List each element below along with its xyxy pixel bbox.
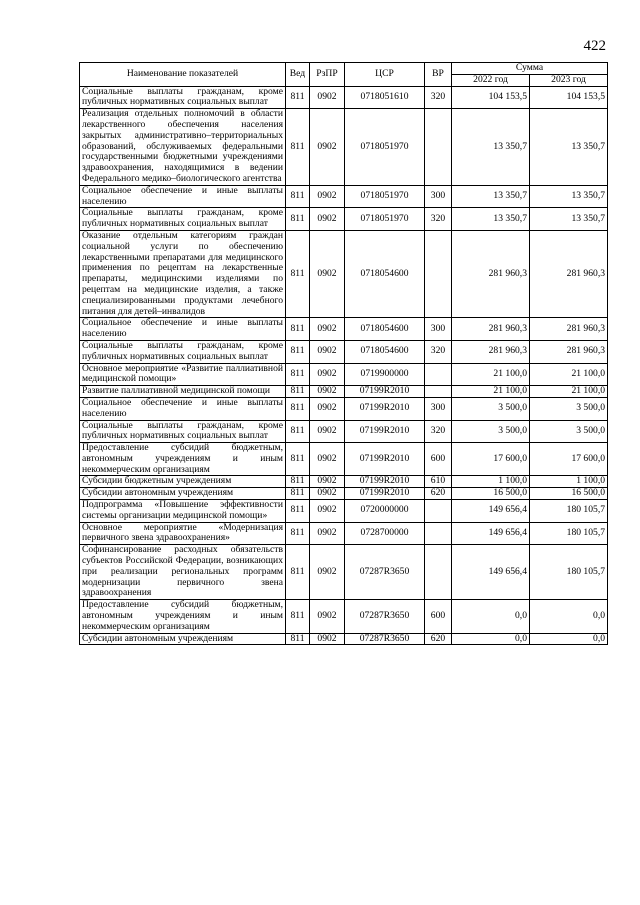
row-amount-2023: 13 350,7 [530,109,608,186]
row-rzpr: 0902 [310,230,345,317]
row-amount-2022: 21 100,0 [452,386,530,398]
row-ved: 811 [286,476,310,488]
row-rzpr: 0902 [310,420,345,443]
row-ved: 811 [286,86,310,109]
row-amount-2022: 3 500,0 [452,397,530,420]
row-amount-2023: 13 350,7 [530,185,608,208]
row-vr [425,500,452,523]
row-amount-2023: 21 100,0 [530,363,608,386]
row-rzpr: 0902 [310,86,345,109]
row-amount-2023: 180 105,7 [530,500,608,523]
row-vr: 320 [425,340,452,363]
row-vr [425,230,452,317]
row-rzpr: 0902 [310,208,345,231]
row-vr: 620 [425,488,452,500]
row-amount-2022: 16 500,0 [452,488,530,500]
row-ved: 811 [286,185,310,208]
row-csr: 07287R3650 [345,633,425,645]
row-ved: 811 [286,208,310,231]
row-ved: 811 [286,109,310,186]
row-name: Социальное обеспечение и иные выплаты населению [80,185,286,208]
row-csr: 0720000000 [345,500,425,523]
row-rzpr: 0902 [310,363,345,386]
row-csr: 07199R2010 [345,386,425,398]
row-vr [425,363,452,386]
row-rzpr: 0902 [310,185,345,208]
row-csr: 07199R2010 [345,420,425,443]
row-vr: 300 [425,397,452,420]
budget-table [79,62,608,645]
header-sum: Сумма [452,63,608,75]
table-row [80,363,608,386]
row-vr [425,109,452,186]
row-vr: 300 [425,318,452,341]
row-csr: 07199R2010 [345,476,425,488]
row-amount-2023: 16 500,0 [530,488,608,500]
header-year-2022: 2022 год [452,74,530,86]
row-name: Предоставление субсидий бюджетным, автономным учреждениям и иным некоммерческим организациям [80,443,286,476]
row-amount-2023: 180 105,7 [530,522,608,545]
table-row [80,633,608,645]
row-ved: 811 [286,230,310,317]
row-name: Социальное обеспечение и иные выплаты населению [80,397,286,420]
row-name: Социальные выплаты гражданам, кроме публичных нормативных социальных выплат [80,420,286,443]
row-amount-2023: 180 105,7 [530,545,608,600]
row-ved: 811 [286,488,310,500]
row-name: Социальные выплаты гражданам, кроме публичных нормативных социальных выплат [80,340,286,363]
row-amount-2022: 13 350,7 [452,109,530,186]
row-ved: 811 [286,443,310,476]
row-amount-2022: 13 350,7 [452,185,530,208]
row-amount-2023: 281 960,3 [530,318,608,341]
row-ved: 811 [286,397,310,420]
header-year-2023: 2023 год [530,74,608,86]
row-amount-2023: 13 350,7 [530,208,608,231]
page-number: 422 [583,38,606,54]
table-row [80,488,608,500]
row-ved: 811 [286,500,310,523]
row-csr: 0718051970 [345,109,425,186]
row-vr: 610 [425,476,452,488]
row-amount-2022: 281 960,3 [452,230,530,317]
header-rzpr: РзПР [310,63,345,87]
row-amount-2022: 281 960,3 [452,340,530,363]
row-ved: 811 [286,633,310,645]
table-row [80,397,608,420]
row-name: Софинансирование расходных обязательств субъектов Российской Федерации, возникающих при реализации региональных программ модернизации первичного звена здравоохранения [80,545,286,600]
table-row [80,420,608,443]
row-rzpr: 0902 [310,500,345,523]
row-rzpr: 0902 [310,318,345,341]
row-csr: 07199R2010 [345,488,425,500]
row-vr [425,386,452,398]
row-amount-2023: 281 960,3 [530,230,608,317]
table-row [80,500,608,523]
row-csr: 07199R2010 [345,397,425,420]
row-ved: 811 [286,545,310,600]
row-vr: 320 [425,208,452,231]
row-name: Основное мероприятие «Развитие паллиативной медицинской помощи» [80,363,286,386]
table-row [80,185,608,208]
table-row [80,109,608,186]
row-rzpr: 0902 [310,386,345,398]
row-csr: 07287R3650 [345,545,425,600]
row-amount-2022: 0,0 [452,633,530,645]
row-ved: 811 [286,318,310,341]
row-amount-2023: 281 960,3 [530,340,608,363]
table-row [80,476,608,488]
row-name: Субсидии автономным учреждениям [80,633,286,645]
row-rzpr: 0902 [310,600,345,633]
header-vr: ВР [425,63,452,87]
row-rzpr: 0902 [310,443,345,476]
header-csr: ЦСР [345,63,425,87]
header-ved: Вед [286,63,310,87]
row-name: Развитие паллиативной медицинской помощи [80,386,286,398]
header-name: Наименование показателей [80,63,286,87]
row-csr: 0718054600 [345,230,425,317]
table-row [80,386,608,398]
row-ved: 811 [286,600,310,633]
row-csr: 0718054600 [345,318,425,341]
table-body [80,86,608,645]
row-amount-2022: 17 600,0 [452,443,530,476]
row-amount-2022: 149 656,4 [452,545,530,600]
row-csr: 0718054600 [345,340,425,363]
row-amount-2022: 0,0 [452,600,530,633]
table-row [80,522,608,545]
row-csr: 07287R3650 [345,600,425,633]
row-amount-2022: 21 100,0 [452,363,530,386]
row-rzpr: 0902 [310,522,345,545]
table-row [80,208,608,231]
row-name: Основное мероприятие «Модернизация первичного звена здравоохранения» [80,522,286,545]
row-vr: 300 [425,185,452,208]
row-amount-2022: 13 350,7 [452,208,530,231]
row-name: Социальные выплаты гражданам, кроме публичных нормативных социальных выплат [80,86,286,109]
table-row [80,545,608,600]
row-vr [425,545,452,600]
row-amount-2023: 104 153,5 [530,86,608,109]
row-amount-2022: 149 656,4 [452,522,530,545]
table-row [80,340,608,363]
row-vr: 320 [425,420,452,443]
row-name: Социальное обеспечение и иные выплаты населению [80,318,286,341]
row-csr: 0719900000 [345,363,425,386]
row-ved: 811 [286,340,310,363]
row-ved: 811 [286,363,310,386]
table-row [80,318,608,341]
row-csr: 07199R2010 [345,443,425,476]
row-amount-2023: 0,0 [530,600,608,633]
row-rzpr: 0902 [310,476,345,488]
row-amount-2022: 1 100,0 [452,476,530,488]
row-amount-2023: 3 500,0 [530,397,608,420]
row-amount-2022: 3 500,0 [452,420,530,443]
row-name: Оказание отдельным категориям граждан социальной услуги по обеспечению лекарственными препаратами для медицинского применения по рецептам на лекарственные препараты, медицинскими изделиями по рецептам на медицинские изделия, а также специализированными продуктами лечебного питания для детей–инвалидов [80,230,286,317]
row-vr: 320 [425,86,452,109]
row-name: Субсидии бюджетным учреждениям [80,476,286,488]
row-name: Социальные выплаты гражданам, кроме публичных нормативных социальных выплат [80,208,286,231]
row-amount-2023: 0,0 [530,633,608,645]
row-ved: 811 [286,386,310,398]
row-amount-2023: 17 600,0 [530,443,608,476]
table-row [80,230,608,317]
row-name: Предоставление субсидий бюджетным, автономным учреждениям и иным некоммерческим организациям [80,600,286,633]
row-ved: 811 [286,420,310,443]
row-name: Реализация отдельных полномочий в области лекарственного обеспечения населения закрытых административно–территориальных образований, обслуживаемых федеральными государственными бюджетными учреждениями здравоохранения, находящимися в ведении Федерального медико–биологического агентства [80,109,286,186]
table-header [80,63,608,87]
row-csr: 0718051610 [345,86,425,109]
row-ved: 811 [286,522,310,545]
row-vr [425,522,452,545]
row-rzpr: 0902 [310,633,345,645]
row-vr: 620 [425,633,452,645]
row-vr: 600 [425,600,452,633]
row-csr: 0718051970 [345,208,425,231]
row-amount-2022: 281 960,3 [452,318,530,341]
row-vr: 600 [425,443,452,476]
row-amount-2023: 3 500,0 [530,420,608,443]
table-row [80,443,608,476]
row-csr: 0718051970 [345,185,425,208]
table-row [80,86,608,109]
row-name: Субсидии автономным учреждениям [80,488,286,500]
row-rzpr: 0902 [310,488,345,500]
row-name: Подпрограмма «Повышение эффективности системы организации медицинской помощи» [80,500,286,523]
row-amount-2023: 21 100,0 [530,386,608,398]
row-rzpr: 0902 [310,109,345,186]
row-amount-2023: 1 100,0 [530,476,608,488]
row-amount-2022: 149 656,4 [452,500,530,523]
row-rzpr: 0902 [310,397,345,420]
row-amount-2022: 104 153,5 [452,86,530,109]
table-row [80,600,608,633]
row-csr: 0728700000 [345,522,425,545]
row-rzpr: 0902 [310,545,345,600]
row-rzpr: 0902 [310,340,345,363]
